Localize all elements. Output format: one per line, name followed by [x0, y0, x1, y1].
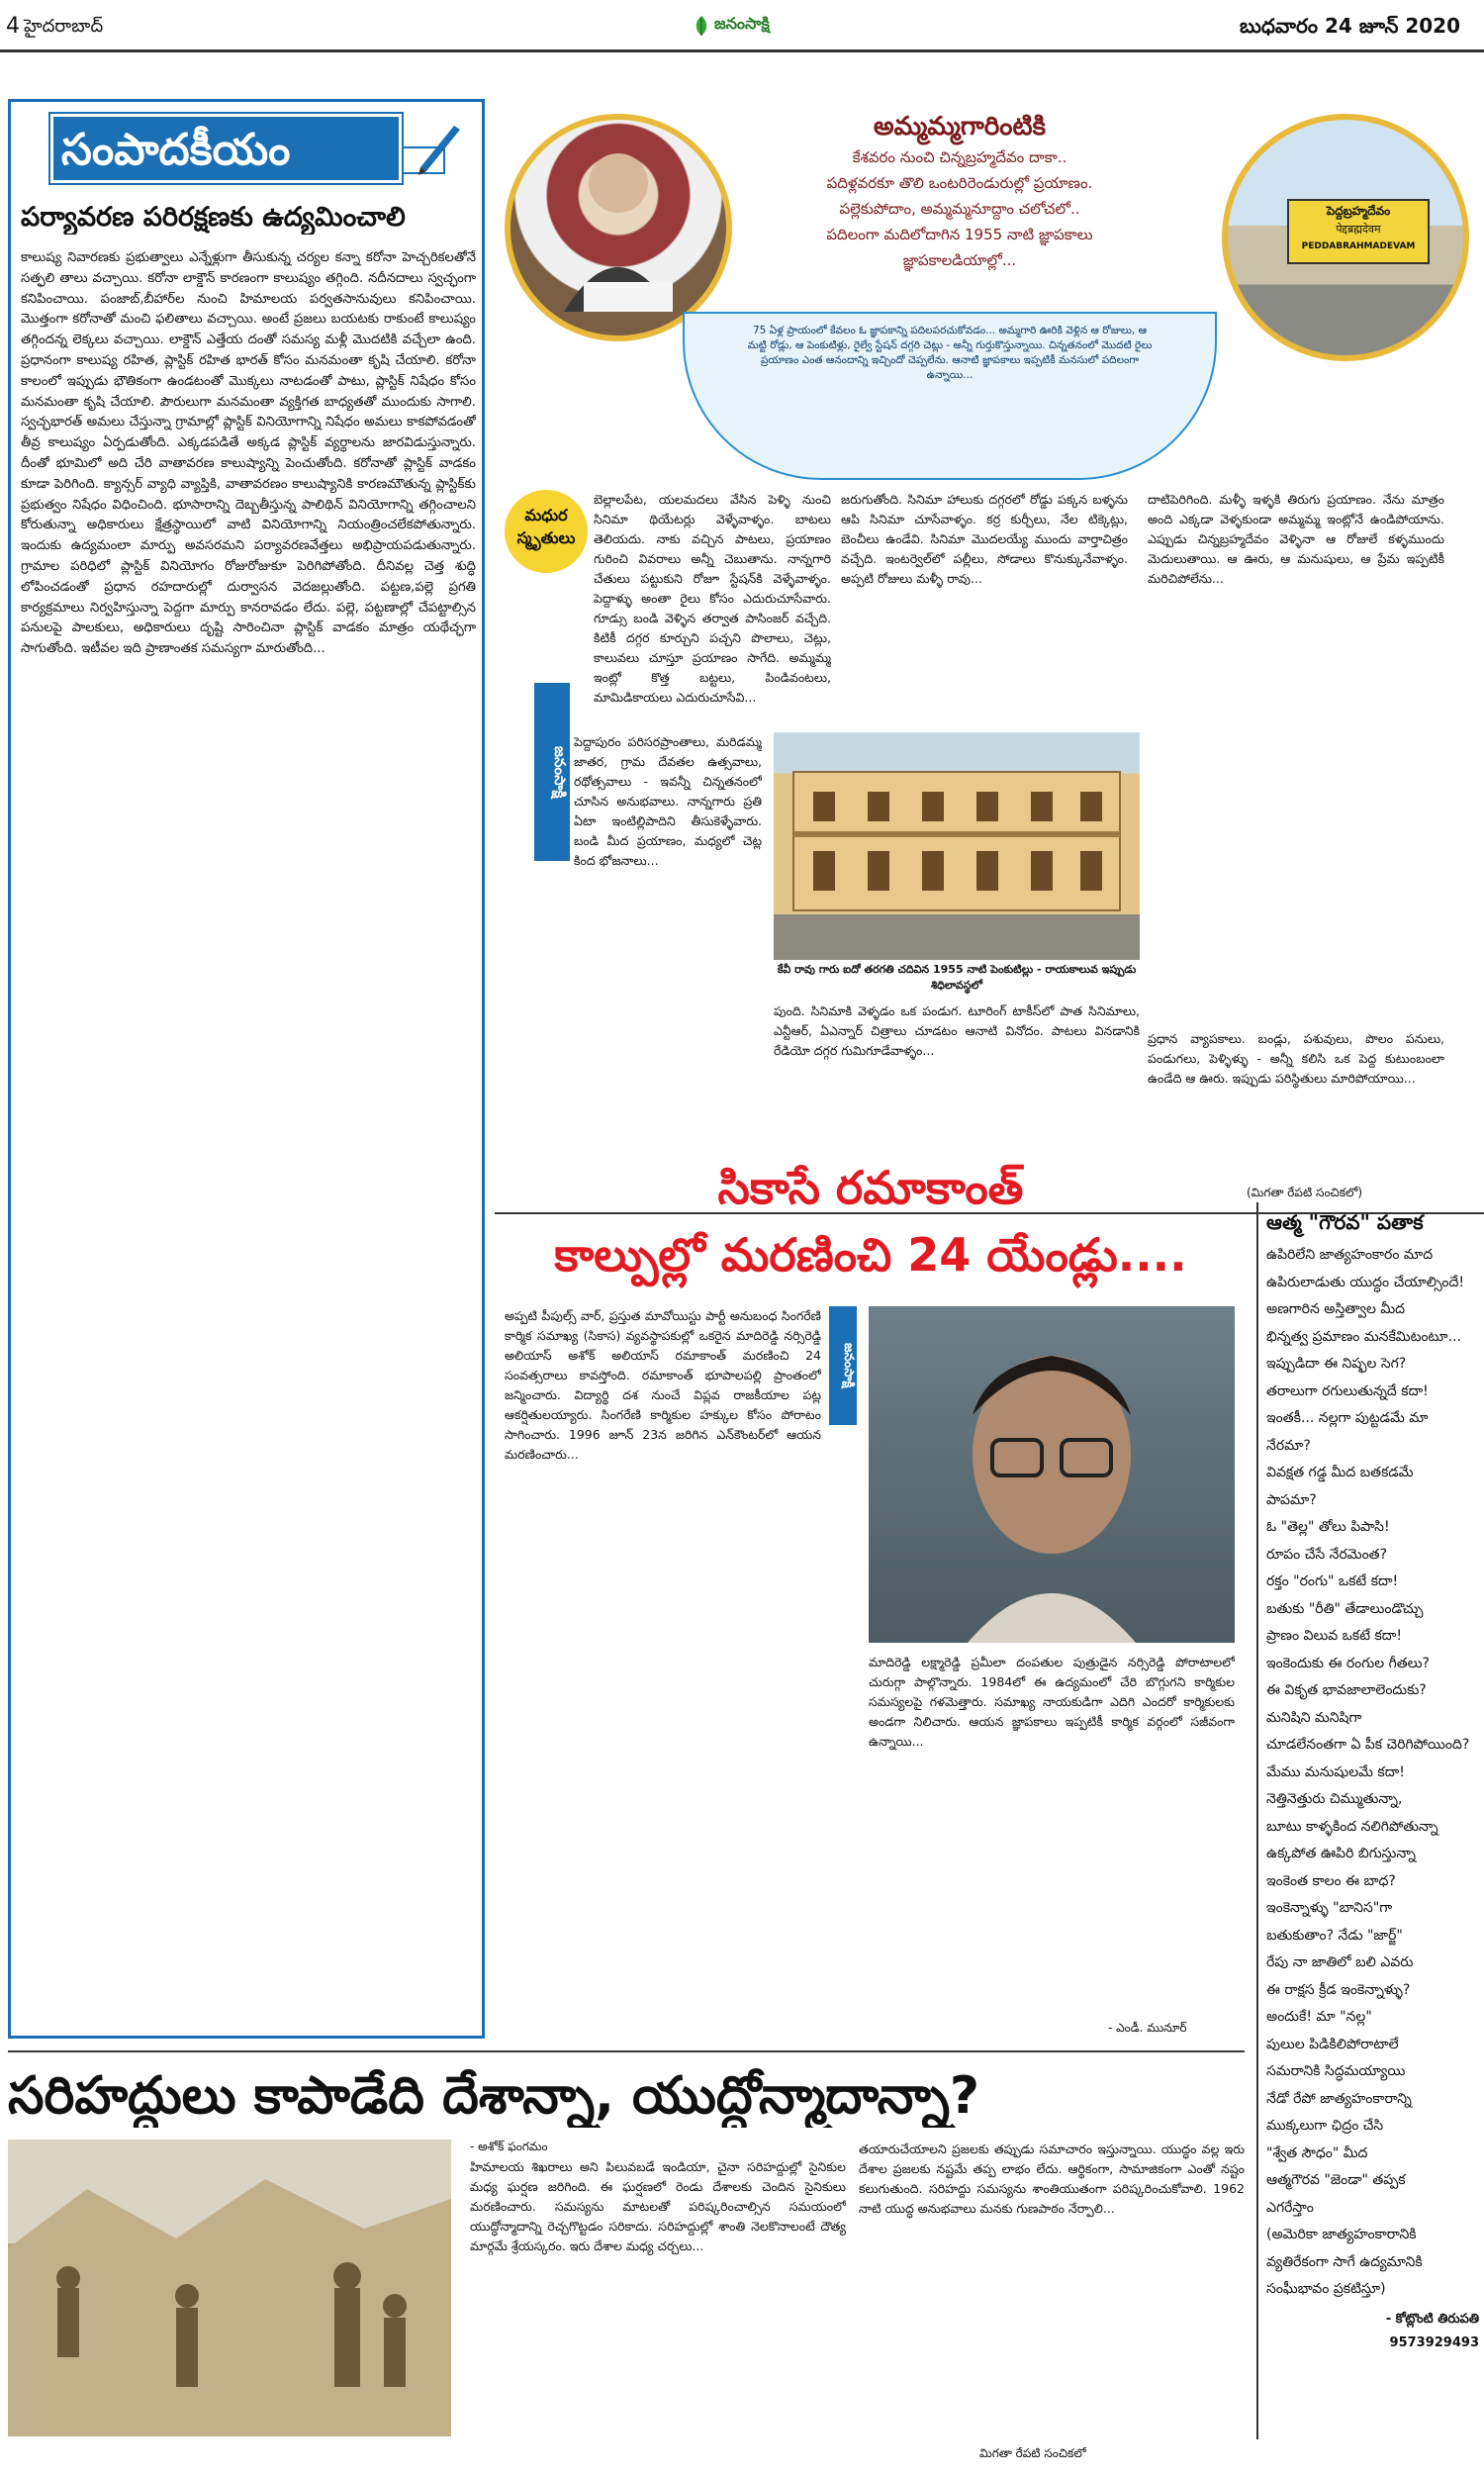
obituary-section	[495, 1158, 1247, 2039]
editorial-banner	[50, 114, 402, 183]
poem-line: "శ్వేత సౌధం" మీద	[1266, 2144, 1368, 2161]
poem-line: పాపమా?	[1266, 1491, 1317, 1508]
poem-line: ఇంతకీ... నల్లగా పుట్టడమే మా	[1266, 1410, 1429, 1426]
poem-line: రక్తం "రంగు" ఒకటే కదా!	[1266, 1573, 1399, 1589]
building-icon	[774, 732, 1140, 960]
feature-subtitle-2: పదిళ్లవరకూ తొలి ఒంటరిరెండురుల్లో ప్రయాణం.	[826, 174, 1093, 192]
poem-line: ఓ "తెల్ల" తోలు పిపాసి!	[1266, 1519, 1390, 1535]
poem-line: ఇంకెంత కాలం ఈ బాధ?	[1266, 1872, 1396, 1889]
poem-section	[1256, 1202, 1479, 2439]
editorial-headline: పర్యావరణ పరిరక్షణకు ఉద్యమించాలి	[21, 202, 406, 233]
editorial-box	[8, 99, 485, 2039]
soldiers-photo	[8, 2140, 451, 2436]
editorial-body: కాలుష్య నివారణకు ప్రభుత్వాలు ఎన్నేళ్లుగా తీసుకున్న చర్యల కన్నా కరోనా హెచ్చరికలతోనే సత్ఫలి తాలు వచ్చాయి. కరోనా లాక్డౌన్ కారణంగా కాలుష్యం తగ్గింది. నదీనదాలు స్వచ్ఛంగా కనిపించాయి. పంజాబ్,బీహార్‌ల నుంచి హిమాలయ పర్వతసానువులు కనిపించాయి. మొత్తంగా కరోనాతో మంచి ఫలితాలు వచ్చాయి. అంటే ప్రజలు బయటకు రాకుంటే కాలుష్యం తగ్గిందన్న లెక్కలు వచ్చాయి. లాక్డౌన్ ఎత్తేయ దంతో సమస్య మళ్లీ మొదటికి వచ్చేలా ఉంది. ప్రధానంగా కాలుష్య రహిత, ప్లాస్టిక్ రహిత భారత్ కోసం మనమంతా కృషి చేయాలి. కరోనా కాలంలో ఇప్పుడు భౌతికంగా ఉండటంతో మొక్కలు నాటడంతో పాటు, ప్లాస్టిక్ నిషేధం కోసం మనమంతా కృషి చేయాలి. పౌరులుగా మనమంతా వ్యక్తిగత బాధ్యతతో ముందుకు సాగాలి. స్వచ్ఛభారత్ అమలు చేస్తున్నా గ్రామాల్లో ప్లాస్టిక్ వినియోగాన్ని నిషేధం అమలు కాకపోవడంతో తీవ్ర కాలుష్యం ఏర్పడుతోంది. ఎక్కడపడితే అక్కడ ప్లాస్టిక్ వ్యర్థాలను జారవిడుస్తున్నారు. దీంతో భూమిలో అది చేరి వాతావరణ కాలుష్యాన్ని పెంచుతోంది. కరోనాతో ప్లాస్టిక్ వాడకం కూడా పెరిగింది. క్యాన్సర్ వ్యాధి వ్యాప్తికి, వాతావరణం కాలుష్యానికి కారణమౌతున్న ప్లాస్టిక్‌కు ప్రభుత్వం నిషేధం విధించింది. భూసారాన్ని దెబ్బతీస్తున్న పాలిథిన్ వినియోగాన్ని తగ్గించాలని కోరుతున్నా అధికారులు క్షేత్రస్థాయిలో వాటి వినియోగాన్ని నియంత్రించలేకపోతున్నారు. ఇందుకు ఉద్యమంలా మార్పు అవసరమని పర్యావరణవేత్తలు అభిప్రాయపడుతున్నారు. గ్రామాల పరిధిలో ప్లాస్టిక్ వినియోగం రోజురోజుకూ పెరిగిపోతోంది. దీనివల్ల చెత్త శుద్ధి లోపించడంతో ప్రధాన రహదారుల్లో దుర్వాసన వెదజల్లుతోంది. పట్టణ,పల్లె ప్రగతి కార్యక్రమాలు నిర్వహిస్తున్నా పెద్దగా మార్పు కానరావడం లేదు. పల్లె, పట్టణాల్లో చేపట్టాల్సిన పనులపై పాలకులు, అధికారులు దృష్టి సారించినా ప్లాస్టిక్ వాడకం మాత్రం యథేచ్ఛగా సాగుతోంది. ఇటీవల ఇది ప్రాణాంతక సమస్యగా మారుతోంది...	[21, 250, 476, 657]
poem-line: పులుల పిడికిలిపోరాటాలే	[1266, 2036, 1399, 2052]
poem-line: (అమెరికా జాత్యహంకారానికి	[1266, 2227, 1417, 2242]
feature-side-tag	[534, 683, 570, 861]
masthead	[0, 0, 1484, 57]
memories-tag-1: మధుర	[524, 506, 568, 524]
obituary-signoff: - ఎండీ. మునూర్	[1108, 2021, 1187, 2035]
feature-column-1-mid: పెద్దాపురం పరిసరప్రాంతాలు, మరిడమ్మ జాతర, గ్రామ దేవతల ఉత్సవాలు, రథోత్సవాలు - ఇవన్నీ చిన్నతనంలో చూసిన అనుభవాలు. నాన్నగారు ప్రతి ఏటా ఇంటిల్లిపాదిని తీసుకెళ్ళేవారు. బండి మీద ప్రయాణం, మధ్యలో చెట్ల కింద భోజనాలు...	[574, 734, 762, 868]
poem-line: ఉక్కపోత ఊపిరి బిగుస్తున్నా	[1266, 1846, 1417, 1861]
ramakanth-portrait-photo	[869, 1306, 1235, 1643]
poem-title: ఆత్మ "గౌరవ" పతాక	[1266, 1210, 1424, 1234]
poem-line: ఇంకెన్నాళ్ళు "బానిస"గా	[1266, 1900, 1393, 1916]
poem-line: ఈ వికృత భావజాలాలెందుకు?	[1266, 1682, 1427, 1698]
poem-line: బూటు కాళ్ళకింద నలిగిపోతున్నా	[1266, 1818, 1438, 1835]
portrait-figure-icon	[869, 1306, 1235, 1643]
feature-title-block	[742, 109, 1177, 317]
feature-column-2-bottom: పుంది. సినిమాకి వెళ్ళడం ఒక పండుగ. టూరింగ్ టాకీస్‌లో పాత సినిమాలు, ఎన్టీఆర్, ఏఎన్నార్ చిత్రాలు చూడటం ఆనాటి వినోదం. పాటలు వినడానికి రేడియో దగ్గర గుమిగూడేవాళ్ళం...	[774, 1003, 1140, 1058]
page-number: 4	[6, 14, 20, 39]
station-sign-english: PEDDABRAHMADEVAM	[1301, 241, 1416, 251]
poem-line: బతుకు "రీతి" తేడాలుండొచ్చు	[1266, 1600, 1424, 1617]
poem-line: రూపం చేసే నేరమెంత?	[1266, 1546, 1388, 1563]
paper-logo	[691, 6, 793, 46]
soldiers-figure-icon	[8, 2140, 451, 2436]
old-house-photo	[774, 732, 1140, 960]
poem-line: ఉపిరులాడుతు యుద్ధం చేయాల్సిందే!	[1266, 1274, 1464, 1290]
poem-line: ముక్కలుగా ఛిద్రం చేసి	[1266, 2118, 1384, 2134]
editorial-section-title: సంపాదకీయం	[61, 125, 291, 175]
poem-line: తరాలుగా రగులుతున్నదే కదా!	[1266, 1382, 1429, 1399]
author-portrait-photo	[505, 114, 732, 341]
old-house-caption: కేవీ రావు గారు ఐదో తరగతి చదివిన 1955 నాటి పెంకుటిల్లు - రాయకాలువ ఇప్పుడు శిధిలావస్థలో	[777, 963, 1137, 992]
paper-name: జనంసాక్షి	[714, 14, 770, 33]
poem-line: మనిషిని మనిషిగా	[1266, 1709, 1362, 1726]
poem-line: మేము మనుషులమే కదా!	[1266, 1763, 1405, 1780]
feature-column-2-top: జరుగుతోంది. సినిమా హాలుకు దగ్గరలో రోడ్డు పక్కన బళ్ళను ఆపి సినిమా చూసేవాళ్ళం. కర్ర కుర్చీలు, నేల టిక్కెట్లు, బెంచీలు ఉండేవి. సినిమా మొదలయ్యే ముందు వార్తాచిత్రం వచ్చేది. ఇంటర్వెల్‌లో పల్లీలు, సోడాలు కొనుక్కునేవాళ్ళం. అప్పటి రోజులు మళ్ళీ రావు...	[841, 492, 1128, 586]
border-article-continued: మిగతా రేపటి సంచికలో	[979, 2446, 1086, 2460]
feature-byline: (మిగతా రేపటి సంచికలో)	[1247, 1186, 1363, 1199]
poem-line: ఈ రాక్షస క్రీడ ఇంకెన్నాళ్ళు?	[1266, 1981, 1411, 1998]
poem-line: అణగారిన అస్తిత్వాల మీద	[1266, 1301, 1406, 1317]
border-article-byline: - అశోక్ ఫంగమం	[470, 2140, 548, 2153]
poem-line: రేపు నా జాతిలో బలి ఎవరు	[1266, 1954, 1414, 1970]
memories-tag-2: స్మృతులు	[516, 528, 576, 547]
poem-line: భిన్నత్వ ప్రమాణం మనకేమిటంటూ...	[1266, 1328, 1462, 1345]
poem-line: ఆత్మగౌరవ "జెండా" తప్పక	[1266, 2172, 1406, 2188]
feature-title: అమ్మమ్మగారింటికి	[873, 112, 1047, 142]
poem-line: చూడలేనంతగా ఏ పీక చెరిగిపోయింది?	[1266, 1737, 1470, 1753]
feature-column-3: దాటిపెరిగింది. మళ్ళీ ఇళ్ళకి తిరుగు ప్రయాణం. నేను మాత్రం అంది ఎక్కడా వెళ్ళకుండా అమ్మమ్మ ఇంట్లోనే ఉండిపోయాను. ఎప్పుడు చిన్నబ్రహ్మదేవం వెళ్ళినా ఆ రోజులే కళ్ళముందు మెదులుతాయి. ఆ ఊరు, ఆ మనుషులు, ఆ ప్రేమ ఇప్పటికీ మరిచిపోలేను...	[1148, 492, 1444, 586]
masthead-rule	[0, 49, 1484, 52]
poem-line: ఉపిరిలేని జాత్యహంకారం మాద	[1266, 1247, 1434, 1263]
poem-line: సంఘీభావం ప్రకటిస్తూ)	[1266, 2281, 1386, 2297]
memories-tag	[505, 490, 588, 573]
border-article-column-2: తయారుచేయాలని ప్రజలకు తప్పుడు సమాచారం ఇస్తున్నాయి. యుద్ధం వల్ల ఇరు దేశాల ప్రజలకు నష్టమే తప్ప లాభం లేదు. ఆర్థికంగా, సామాజికంగా ఎంతో నష్టం కలుగుతుంది. సరిహద్దు సమస్యను శాంతియుతంగా పరిష్కరించుకోవాలి. 1962 నాటి యుద్ధ అనుభవాలు మనకు గుణపాఠం నేర్పాలి...	[859, 2142, 1245, 2216]
person-figure-icon	[505, 114, 732, 341]
logo-leaf-icon	[691, 14, 712, 38]
issue-date: బుధవారం 24 జూన్ 2020	[1240, 14, 1460, 38]
poem-line: ఎగరేస్తాం	[1266, 2199, 1314, 2216]
border-article	[0, 2050, 1252, 2471]
feature-intro-text: 75 ఏళ్ల ప్రాయంలో కేవలం ఓ జ్ఞాపకాన్ని పదిలపరచుకోవడం... అమ్మగారి ఊరికి వెళ్లిన ఆ రోజులు, ఆ మట్టి రోడ్లు, ఆ పెంకుటిళ్లు, రైల్వే స్టేషన్ దగ్గరి చెట్లు - అన్నీ గుర్తుకొస్తున్నాయి. చిన్నతనంలో మొదటి రైలు ప్రయాణం ఎంత ఆనందాన్ని ఇచ్చిందో చెప్పలేను. ఆనాటి జ్ఞాపకాలు ఇప్పటికీ మనసులో పదిలంగా ఉన్నాయి...	[747, 325, 1153, 381]
poem-author: - కోట్లొంటి తిరుపతి	[1385, 2311, 1479, 2327]
feature-side-tag-text: జనంసాక్షి	[551, 745, 569, 799]
feature-subtitle-4: పదిలంగా మదిలోదాగిన 1955 నాటి జ్ఞాపకాలు	[826, 226, 1093, 243]
station-sign	[1287, 199, 1430, 264]
poem-line: ఇప్పుడిదా ఈ నిష్ఫల సెగ?	[1266, 1356, 1407, 1372]
obituary-side-tag-text: జనంసాక్షి	[841, 1343, 856, 1388]
feature-column-3-bottom: ప్రధాన వ్యాపకాలు. బండ్లు, పశువులు, పొలం పనులు, పండుగలు, పెళ్ళిళ్ళు - అన్నీ కలిసి ఒక పెద్ద కుటుంబంలా ఉండేది ఆ ఊరు. ఇప్పుడు పరిస్థితులు మారిపోయాయి...	[1148, 1031, 1444, 1086]
feature-subtitle-3: పల్లెకుపోదాం, అమ్మమ్మనూద్దాం చలోచలో..	[839, 200, 1080, 218]
poem-line: అందుకే! మా "నల్ల"	[1266, 2009, 1372, 2025]
poem-phone: 9573929493	[1389, 2334, 1479, 2350]
feature-subtitle-5: జ్ఞాపకాలడియాల్లో...	[902, 251, 1017, 269]
poem-line: ఇంకెందుకు ఈ రంగుల గీతలు?	[1266, 1655, 1430, 1671]
feature-column-1-top: బెల్లాలపేట, యలమదలు వేసిన పెళ్ళి నుంచి సినిమా థియేటర్లు వెళ్ళేవాళ్ళం. బాటలు తెలియదు. నాకు వచ్చిన పాటలు, ప్రయాణం గురించి వివరాలు అన్నీ చెబుతాను. నాన్నగారి చేతులు పట్టుకుని రోజూ స్టేషన్‌కి వెళ్ళేవాళ్ళం. పెద్దాళ్ళు అంతా రైలు కోసం ఎదురుచూసేవారు. గూడ్సు బండి వెళ్ళిన తర్వాత పాసింజర్ వచ్చేది. కిటికీ దగ్గర కూర్చుని పచ్చని పొలాలు, చెట్లు, కాలువలు చూస్తూ ప్రయాణం సాగేది. అమ్మమ్మ ఇంట్లో కొత్త బట్టలు, పిండివంటలు, మామిడికాయలు ఎదురుచూసేవి...	[594, 492, 831, 705]
poem-line: వివక్షత గడ్డ మీద బతకడమే	[1266, 1465, 1414, 1480]
poem-line: బతుకుతాం? నేడు "జార్జ్"	[1266, 1927, 1403, 1944]
poem-line: నేడో రేపో జాత్యహంకారాన్ని	[1266, 2090, 1412, 2107]
obituary-column-2: మాదిరెడ్డి లక్ష్మారెడ్డి ప్రమీలా దంపతుల పుత్రుడైన నర్సిరెడ్డి పోరాటాలలో చురుగ్గా పాల్గొన్నారు. 1984లో ఈ ఉద్యమంలో చేరి బొగ్గుగని కార్మికుల సమస్యలపై గళమెత్తారు. సమాఖ్య నాయకుడిగా ఎదిగి ఎందరో కార్మికులకు అండగా నిలిచారు. ఆయన జ్ఞాపకాలు ఇప్పటికీ కార్మిక వర్గంలో సజీవంగా ఉన్నాయి...	[869, 1655, 1235, 1749]
poem-line: నెత్తినెత్తురు చిమ్ముతున్నా,	[1266, 1791, 1403, 1807]
station-sign-telugu: పెద్దబ్రహ్మదేవం	[1326, 204, 1391, 218]
obituary-column-1: అప్పటి పీపుల్స్ వార్, ప్రస్తుత మావోయిస్టు పార్టీ అనుబంధ సింగరేణి కార్మిక సమాఖ్య (సికాస) వ్యవస్థాపకుల్లో ఒకరైన మాదిరెడ్డి నర్సిరెడ్డి అలియాస్ అశోక్ అలియాస్ రమాకాంత్ మరణించి 24 సంవత్సరాలు కావస్తోంది. రమాకాంత్ భూపాలపల్లి ప్రాంతంలో జన్మించారు. విద్యార్థి దశ నుంచే విప్లవ రాజకీయాల పట్ల ఆకర్షితులయ్యారు. సింగరేణి కార్మికుల హక్కుల కోసం పోరాటం సాగించారు. 1996 జూన్ 23న జరిగిన ఎన్‌కౌంటర్‌లో ఆయన మరణించారు...	[505, 1308, 821, 1462]
obituary-headline-2: కాల్పుల్లో మరణించి 24 యేండ్లు....	[554, 1228, 1187, 1282]
obituary-headline-1: సికాసే రమాకాంత్	[717, 1161, 1024, 1214]
feature-subtitle-1: కేశవరం నుంచి చిన్నబ్రహ్మదేవం దాకా..	[852, 148, 1067, 166]
poem-line: ప్రాణం విలువ ఒకటే కదా!	[1266, 1628, 1402, 1644]
obituary-side-tag	[829, 1306, 857, 1425]
feature-section	[495, 99, 1484, 1237]
poem-line: వ్యతిరేకంగా సాగే ఉద్యమానికి	[1266, 2253, 1423, 2270]
border-article-headline: సరిహద్దులు కాపాడేది దేశాన్నా, యుద్ధోన్మాదాన్నా?	[8, 2066, 979, 2126]
poem-line: నేరమా?	[1266, 1437, 1311, 1454]
city-name: హైదరాబాద్	[24, 16, 104, 37]
station-sign-hindi: पेद्दब्रह्मदेवम	[1336, 223, 1381, 236]
pen-icon	[399, 118, 462, 181]
feature-intro-box	[683, 312, 1217, 480]
border-article-rule	[8, 2050, 1245, 2052]
station-photo	[1222, 114, 1469, 361]
poem-line: సమరానికి సిద్ధమయ్యాయి	[1266, 2063, 1406, 2079]
border-article-column-1: హిమాలయ శిఖరాలు అని పిలువబడే ఇండియా, చైనా సరిహద్దుల్లో సైనికుల మధ్య ఘర్షణ జరిగింది. ఈ ఘర్షణలో రెండు దేశాలకు చెందిన సైనికులు మరణించారు. సమస్యను మాటలతో పరిష్కరించాల్సిన సమయంలో యుద్ధోన్మాదాన్ని రెచ్చగొట్టడం సరికాదు. సరిహద్దుల్లో శాంతి నెలకొనాలంటే దౌత్య మార్గమే శ్రేయస్కరం. ఇరు దేశాల మధ్య చర్చలు...	[470, 2159, 846, 2253]
poem-body	[1266, 1242, 1479, 2304]
